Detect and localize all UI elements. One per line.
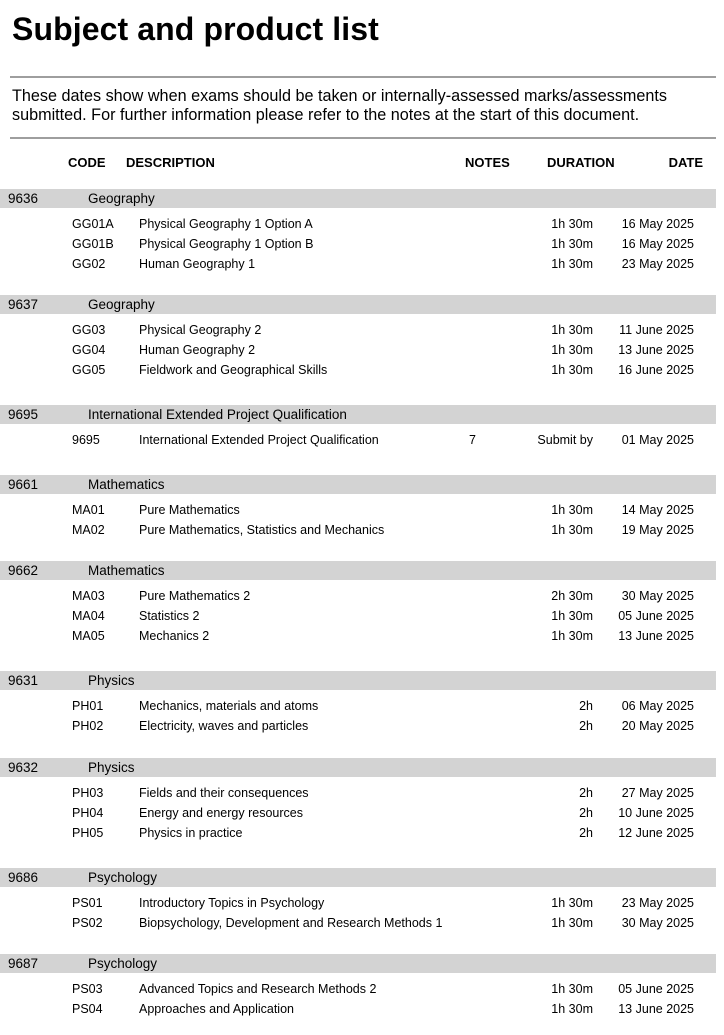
component-duration: 2h 30m (551, 589, 593, 603)
component-duration: 2h (579, 786, 593, 800)
component-description: Biopsychology, Development and Research Methods 1 (139, 916, 443, 931)
component-date: 23 May 2025 (621, 896, 694, 910)
component-date: 19 May 2025 (621, 523, 694, 538)
table-row (0, 913, 716, 933)
column-header-code: CODE (68, 155, 106, 170)
table-row (0, 999, 716, 1019)
component-duration: 1h 30m (551, 363, 593, 378)
table-row (0, 606, 716, 626)
component-description: Pure Mathematics, Statistics and Mechanics (139, 523, 385, 538)
component-description: Electricity, waves and particles (139, 719, 309, 734)
subject-name: Geography (88, 297, 155, 312)
subject-group-header (0, 758, 716, 777)
component-code: MA01 (72, 503, 105, 517)
component-code: GG04 (72, 343, 106, 358)
column-header-duration: DURATION (547, 155, 615, 170)
component-notes: 7 (469, 433, 476, 447)
component-duration: 2h (579, 806, 593, 821)
component-duration: 2h (579, 826, 593, 841)
component-description: Mechanics, materials and atoms (139, 699, 319, 713)
subject-name: Mathematics (88, 477, 165, 492)
subject-group-header (0, 189, 716, 208)
table-row (0, 234, 716, 254)
component-description: Statistics 2 (139, 609, 200, 624)
subject-group-header (0, 561, 716, 580)
component-description: Pure Mathematics (139, 503, 240, 517)
component-date: 30 May 2025 (621, 916, 694, 931)
subject-code: 9695 (8, 407, 39, 422)
table-row (0, 979, 716, 999)
component-date: 16 June 2025 (618, 363, 694, 378)
component-date: 05 June 2025 (618, 609, 694, 624)
subject-name: Physics (88, 673, 135, 688)
subject-code: 9636 (8, 191, 39, 206)
subject-code: 9662 (8, 563, 39, 578)
table-row (0, 320, 716, 340)
component-description: Physical Geography 1 Option A (139, 217, 313, 231)
component-description: Pure Mathematics 2 (139, 589, 251, 603)
subject-name: Psychology (88, 956, 158, 971)
component-date: 06 May 2025 (621, 699, 694, 713)
subject-name: Psychology (88, 870, 158, 885)
table-row (0, 626, 716, 646)
component-duration: 1h 30m (551, 343, 593, 358)
table-row (0, 823, 716, 843)
table-row (0, 214, 716, 234)
subject-group-header (0, 671, 716, 690)
component-date: 16 May 2025 (621, 217, 694, 231)
component-date: 20 May 2025 (621, 719, 694, 734)
component-date: 12 June 2025 (618, 826, 694, 841)
table-row (0, 500, 716, 520)
table-row (0, 586, 716, 606)
component-date: 11 June 2025 (619, 323, 694, 337)
subject-name: Geography (88, 191, 155, 206)
component-description: Human Geography 2 (139, 343, 256, 358)
component-description: International Extended Project Qualification (139, 433, 379, 447)
page-title: Subject and product list (12, 11, 379, 47)
table-row (0, 430, 716, 450)
component-code: PS03 (72, 982, 103, 996)
table-row (0, 696, 716, 716)
subject-group-header (0, 295, 716, 314)
component-code: PH02 (72, 719, 104, 734)
component-description: Fields and their consequences (139, 786, 309, 800)
component-duration: 1h 30m (551, 896, 593, 910)
component-duration: 1h 30m (551, 523, 593, 538)
column-header-notes: NOTES (465, 155, 510, 170)
component-description: Physical Geography 2 (139, 323, 262, 337)
component-duration: 1h 30m (551, 323, 593, 337)
component-code: GG01B (72, 237, 114, 252)
component-description: Introductory Topics in Psychology (139, 896, 325, 910)
component-code: PS01 (72, 896, 103, 910)
component-duration: 1h 30m (551, 503, 593, 517)
component-date: 10 June 2025 (618, 806, 694, 821)
subject-group-header (0, 405, 716, 424)
subject-name: International Extended Project Qualification (88, 407, 347, 422)
component-code: GG02 (72, 257, 106, 272)
component-code: MA05 (72, 629, 105, 644)
component-code: GG05 (72, 363, 106, 378)
component-duration: 1h 30m (551, 916, 593, 931)
subject-code: 9637 (8, 297, 39, 312)
component-description: Human Geography 1 (139, 257, 256, 272)
subject-code: 9631 (8, 673, 39, 688)
component-duration: 1h 30m (551, 1002, 593, 1017)
table-row (0, 360, 716, 380)
component-duration: 1h 30m (551, 217, 593, 231)
component-date: 23 May 2025 (621, 257, 694, 272)
component-code: MA03 (72, 589, 105, 603)
component-date: 30 May 2025 (621, 589, 694, 603)
component-duration: 1h 30m (551, 257, 593, 272)
component-date: 13 June 2025 (618, 343, 694, 358)
subject-code: 9661 (8, 477, 39, 492)
subject-name: Physics (88, 760, 135, 775)
component-date: 13 June 2025 (618, 629, 694, 644)
component-date: 27 May 2025 (621, 786, 694, 800)
component-code: MA02 (72, 523, 105, 538)
component-duration: 1h 30m (551, 629, 593, 644)
component-description: Mechanics 2 (139, 629, 210, 644)
component-code: PS02 (72, 916, 103, 931)
component-code: GG03 (72, 323, 106, 337)
table-row (0, 716, 716, 736)
component-code: PH05 (72, 826, 104, 841)
component-duration: 2h (579, 719, 593, 734)
component-date: 13 June 2025 (618, 1002, 694, 1017)
component-date: 16 May 2025 (621, 237, 694, 252)
component-code: MA04 (72, 609, 105, 624)
component-code: PH03 (72, 786, 104, 800)
component-duration: Submit by (537, 433, 593, 447)
column-header-date: DATE (668, 155, 703, 170)
table-row (0, 893, 716, 913)
component-date: 14 May 2025 (621, 503, 694, 517)
component-duration: 1h 30m (551, 237, 593, 252)
component-code: PH04 (72, 806, 104, 821)
subject-code: 9632 (8, 760, 39, 775)
subject-name: Mathematics (88, 563, 165, 578)
component-description: Energy and energy resources (139, 806, 303, 821)
table-row (0, 783, 716, 803)
subject-code: 9686 (8, 870, 39, 885)
table-row (0, 254, 716, 274)
component-description: Physical Geography 1 Option B (139, 237, 314, 252)
component-code: PH01 (72, 699, 104, 713)
column-header-description: DESCRIPTION (126, 155, 215, 170)
component-code: 9695 (72, 433, 100, 447)
component-duration: 1h 30m (551, 982, 593, 996)
component-code: GG01A (72, 217, 114, 231)
table-row (0, 520, 716, 540)
component-date: 05 June 2025 (618, 982, 694, 996)
component-code: PS04 (72, 1002, 103, 1017)
component-duration: 1h 30m (551, 609, 593, 624)
subject-group-header (0, 475, 716, 494)
intro-text: These dates show when exams should be taken or internally-assessed marks/assessments submitted. For further information please refer to the notes at the start of this document. (12, 87, 668, 124)
component-description: Approaches and Application (139, 1002, 294, 1017)
component-description: Fieldwork and Geographical Skills (139, 363, 328, 378)
table-row (0, 340, 716, 360)
subject-group-header (0, 954, 716, 973)
component-description: Physics in practice (139, 826, 243, 841)
component-description: Advanced Topics and Research Methods 2 (139, 982, 377, 996)
component-date: 01 May 2025 (621, 433, 694, 447)
subject-code: 9687 (8, 956, 39, 971)
component-duration: 2h (579, 699, 593, 713)
subject-group-header (0, 868, 716, 887)
table-row (0, 803, 716, 823)
